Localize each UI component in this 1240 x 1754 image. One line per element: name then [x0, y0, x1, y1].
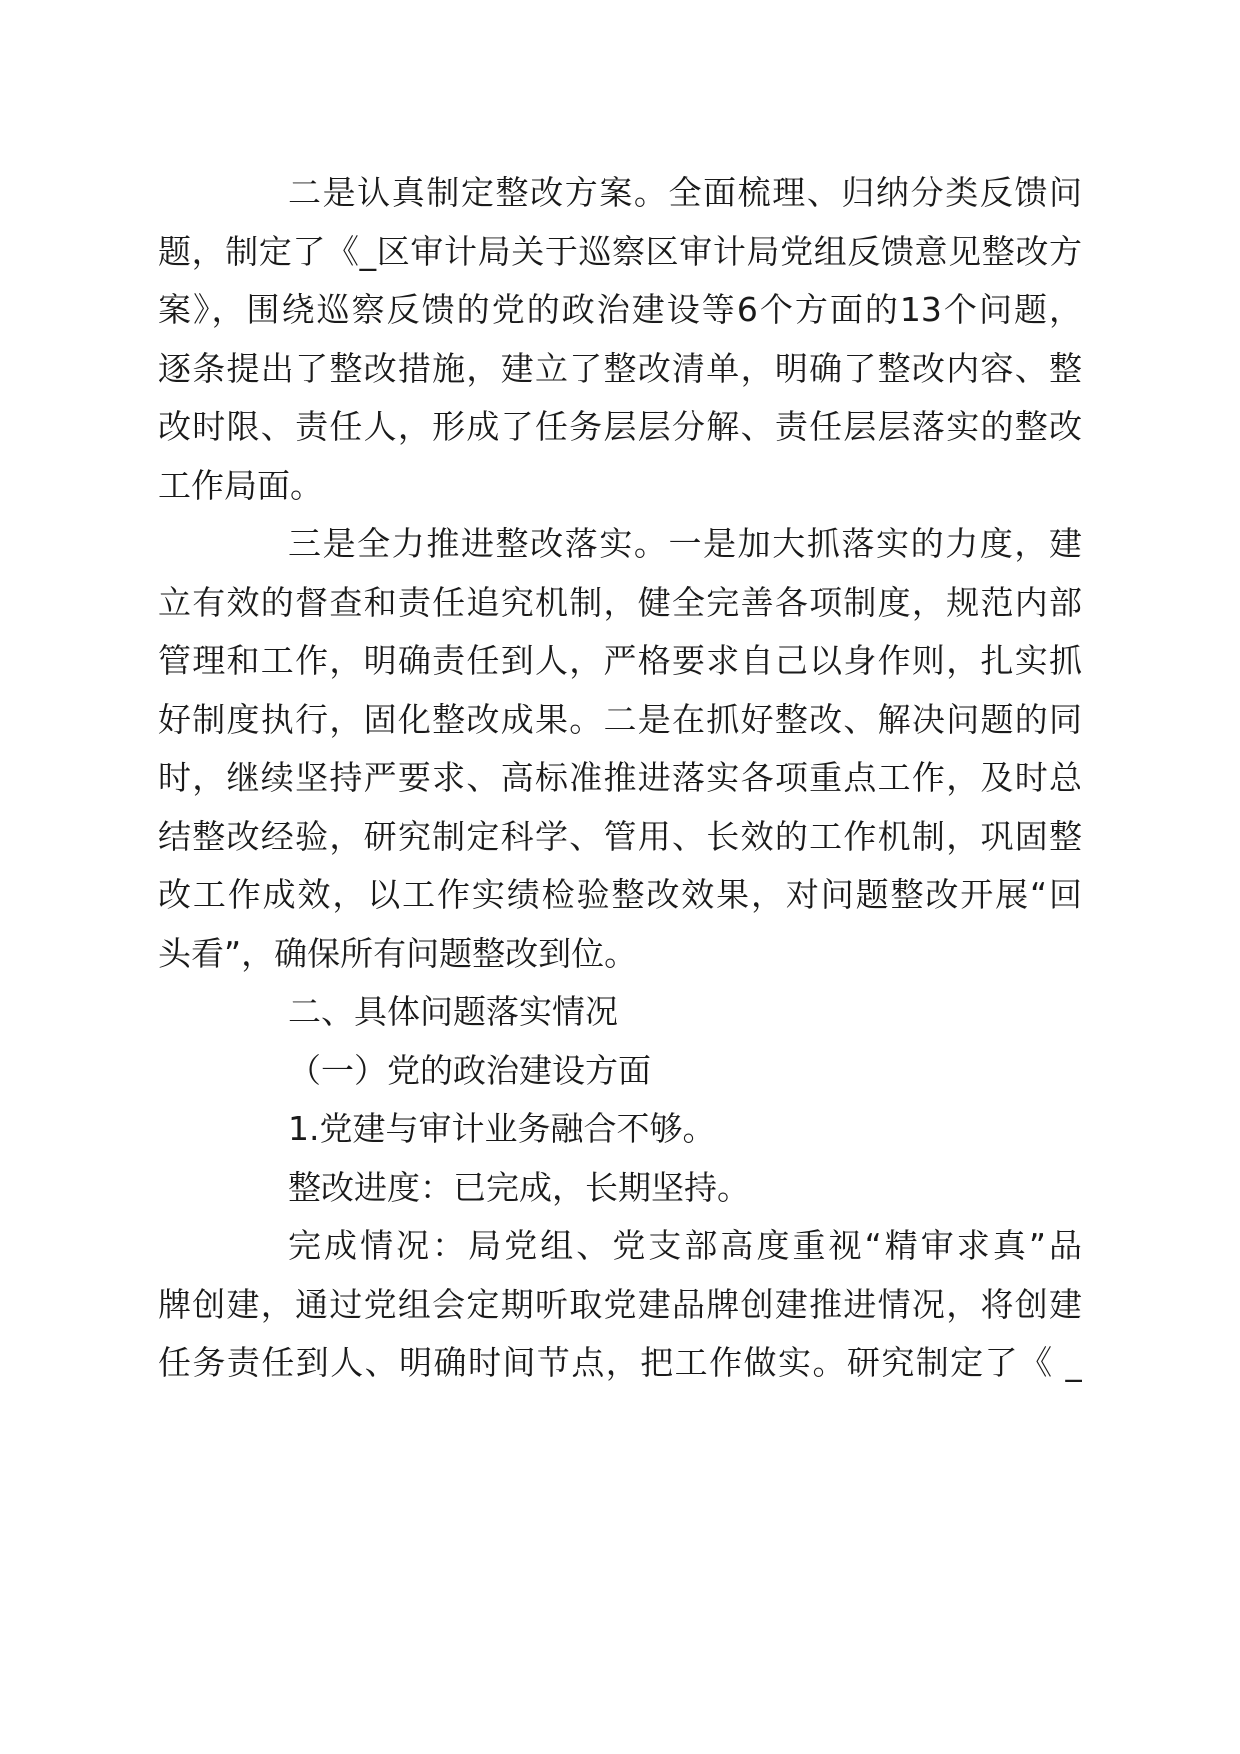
- item-heading: 1.党建与审计业务融合不够。: [288, 1109, 716, 1148]
- paragraph-line: 立有效的督查和责任追究机制，健全完善各项制度，规范内部: [158, 583, 1082, 622]
- subsection-heading: （一）党的政治建设方面: [288, 1051, 651, 1090]
- paragraph-line: 任务责任到人、明确时间节点，把工作做实。研究制定了《 _: [158, 1343, 1082, 1382]
- paragraph-line: 时，继续坚持严要求、高标准推进落实各项重点工作，及时总: [158, 758, 1082, 797]
- paragraph-line: 题，制定了《_区审计局关于巡察区审计局党组反馈意见整改方: [158, 232, 1082, 271]
- paragraph-line: 改工作成效，以工作实绩检验整改效果，对问题整改开展“回: [158, 875, 1082, 914]
- paragraph-line: 工作局面。: [158, 466, 323, 505]
- paragraph-line: 好制度执行，固化整改成果。二是在抓好整改、解决问题的同: [158, 700, 1082, 739]
- paragraph-line: 案》，围绕巡察反馈的党的政治建设等6个方面的13个问题，: [158, 290, 1082, 329]
- paragraph-line: 逐条提出了整改措施，建立了整改清单，明确了整改内容、整: [158, 349, 1082, 388]
- section-heading: 二、具体问题落实情况: [288, 992, 618, 1031]
- paragraph-line: 二是认真制定整改方案。全面梳理、归纳分类反馈问: [288, 173, 1082, 212]
- paragraph-line: 结整改经验，研究制定科学、管用、长效的工作机制，巩固整: [158, 817, 1082, 856]
- paragraph-line: 三是全力推进整改落实。一是加大抓落实的力度，建: [288, 524, 1082, 563]
- paragraph-line: 头看”，确保所有问题整改到位。: [158, 934, 638, 973]
- paragraph-line: 完成情况：局党组、党支部高度重视“精审求真”品: [288, 1226, 1082, 1265]
- paragraph-line: 牌创建，通过党组会定期听取党建品牌创建推进情况，将创建: [158, 1285, 1082, 1324]
- progress-line: 整改进度：已完成，长期坚持。: [288, 1168, 750, 1207]
- paragraph-line: 管理和工作，明确责任到人，严格要求自己以身作则，扎实抓: [158, 641, 1082, 680]
- paragraph-line: 改时限、责任人，形成了任务层层分解、责任层层落实的整改: [158, 407, 1082, 446]
